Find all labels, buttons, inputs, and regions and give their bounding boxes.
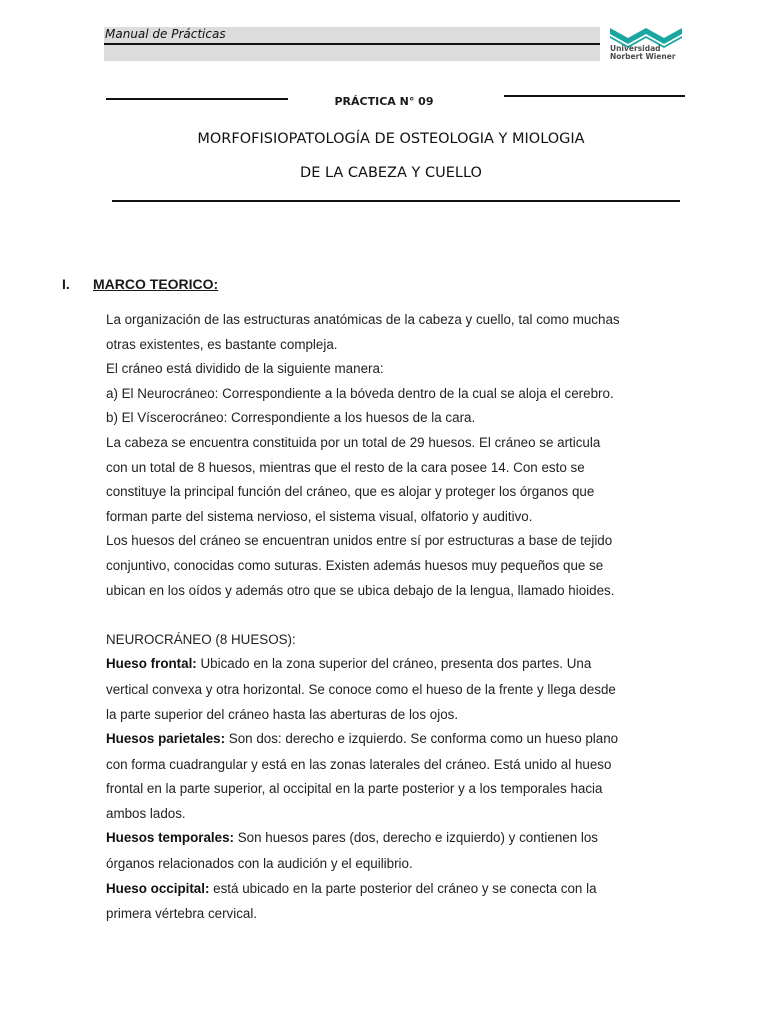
paragraph-line: La cabeza se encuentra constituida por un total de 29 huesos. El cráneo se articula <box>106 434 601 450</box>
bone-desc-line: vertical convexa y otra horizontal. Se conoce como el hueso de la frente y llega desde <box>106 681 616 697</box>
paragraph-line: ubican en los oídos y además otro que se ubica debajo de la lengua, llamado hioides. <box>106 582 615 598</box>
bone-term: Huesos parietales: <box>106 731 226 747</box>
title-line-1: MORFOFISIOPATOLOGÍA DE OSTEOLOGIA Y MIOLOGIA <box>197 131 585 147</box>
title-rule <box>112 200 680 202</box>
bone-desc-line: órganos relacionados con la audición y el equilibrio. <box>106 856 413 872</box>
bone-desc: Ubicado en la zona superior del cráneo, presenta dos partes. Una <box>196 656 592 672</box>
bone-term: Hueso occipital: <box>106 880 210 896</box>
bone-term: Huesos temporales: <box>106 830 234 846</box>
bone-parietales <box>106 727 666 753</box>
neurocraneo-heading: NEUROCRÁNEO (8 HUESOS): <box>106 631 296 647</box>
paragraph-line: El cráneo está dividido de la siguiente manera: <box>106 361 384 377</box>
bone-temporales <box>106 826 666 852</box>
paragraph-line: a) El Neurocráneo: Correspondiente a la bóveda dentro de la cual se aloja el cerebro. <box>106 385 614 401</box>
logo-line-1: Universidad <box>610 44 661 53</box>
right-rule <box>504 95 685 97</box>
logo-text <box>610 45 700 61</box>
bone-desc: está ubicado en la parte posterior del cráneo y se conecta con la <box>209 880 597 896</box>
paragraph-line: otras existentes, es bastante compleja. <box>106 336 338 352</box>
bone-desc: Son huesos pares (dos, derecho e izquierdo) y contienen los <box>234 830 598 846</box>
section-label: MARCO TEORICO: <box>93 276 219 292</box>
paragraph-line: b) El Víscerocráneo: Correspondiente a los huesos de la cara. <box>106 410 476 426</box>
paragraph-line: Los huesos del cráneo se encuentran unidos entre sí por estructuras a base de tejido <box>106 533 613 549</box>
section-number: I. <box>62 276 70 292</box>
paragraph-line: constituye la principal función del cráneo, que es alojar y proteger los órganos que <box>106 484 595 500</box>
practice-number: PRÁCTICA N° 09 <box>334 95 434 108</box>
body-text <box>106 308 666 927</box>
bone-desc-line: la parte superior del cráneo hasta las aberturas de los ojos. <box>106 706 459 722</box>
spacer <box>106 603 666 628</box>
section-heading <box>62 276 218 292</box>
bone-desc-line: frontal en la parte superior, al occipital en la parte posterior y a los temporales hacia <box>106 781 603 797</box>
bone-desc-line: ambos lados. <box>106 805 186 821</box>
bone-desc-line: con forma cuadrangular y está en las zonas laterales del cráneo. Está unido al hueso <box>106 756 612 772</box>
bone-desc-line: primera vértebra cervical. <box>106 906 258 922</box>
paragraph-line: forman parte del sistema nervioso, el sistema visual, olfatorio y auditivo. <box>106 508 533 524</box>
paragraph-line: La organización de las estructuras anatómicas de la cabeza y cuello, tal como muchas <box>106 312 620 327</box>
title-line-2: DE LA CABEZA Y CUELLO <box>300 165 482 181</box>
bone-frontal <box>106 652 666 678</box>
paragraph-line: con un total de 8 huesos, mientras que el resto de la cara posee 14. Con esto se <box>106 459 585 475</box>
logo-line-2: Norbert Wiener <box>610 52 676 61</box>
bone-term: Hueso frontal: <box>106 656 197 672</box>
bone-occipital <box>106 877 666 903</box>
manual-title: Manual de Prácticas <box>105 27 226 41</box>
paragraph-line: conjuntivo, conocidas como suturas. Existen además huesos muy pequeños que se <box>106 557 604 573</box>
bone-desc: Son dos: derecho e izquierdo. Se conforma como un hueso plano <box>225 731 619 747</box>
header-rule <box>104 43 600 45</box>
